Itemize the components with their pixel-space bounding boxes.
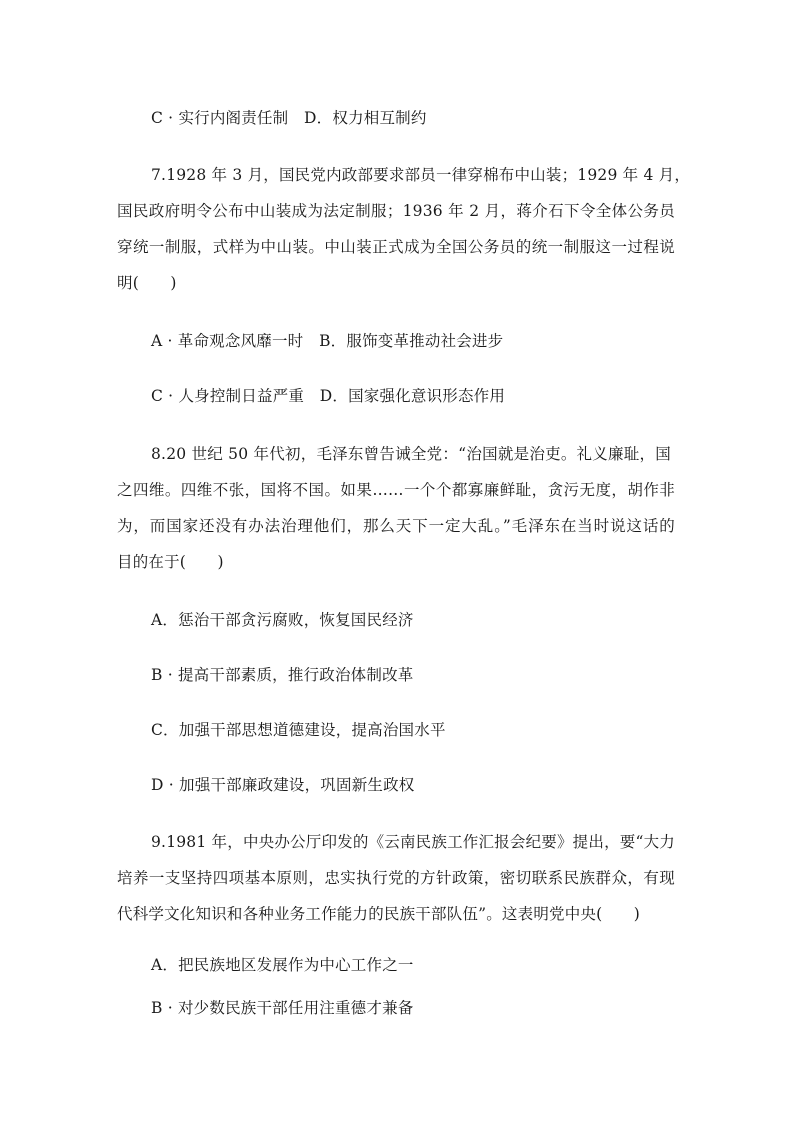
q7-stem-line-1: 7.1928 年 3 月，国民党内政部要求部员一律穿棉布中山装；1929 年 4 月，: [151, 166, 691, 184]
q9-option-a: A．把民族地区发展作为中心工作之一: [151, 956, 414, 974]
q7-option-cd: C · 人身控制日益严重 D．国家强化意识形态作用: [151, 387, 506, 405]
q9-option-b: B · 对少数民族干部任用注重德才兼备: [151, 999, 414, 1017]
q7-option-ab: A · 革命观念风靡一时 B．服饰变革推动社会进步: [151, 332, 504, 350]
q9-stem-line-1: 9.1981 年，中央办公厅印发的《云南民族工作汇报会纪要》提出，要“大力: [151, 833, 675, 851]
q9-stem-line-3: 代科学文化知识和各种业务工作能力的民族干部队伍”。这表明党中央( ): [117, 905, 641, 923]
q8-option-b: B · 提高干部素质，推行政治体制改革: [151, 666, 414, 684]
q8-stem-line-4: 目的在于( ): [117, 553, 224, 571]
q7-stem-line-4: 明( ): [117, 274, 177, 292]
q8-stem-line-3: 为，而国家还没有办法治理他们，那么天下一定大乱。”毛泽东在当时说这话的: [117, 517, 675, 535]
q8-stem-line-2: 之四维。四维不张，国将不国。如果……一个个都寡廉鲜耻，贪污无度，胡作非: [117, 481, 675, 499]
q6-option-cd: C · 实行内阁责任制 D．权力相互制约: [151, 109, 427, 127]
q8-stem-line-1: 8.20 世纪 50 年代初，毛泽东曾告诫全党：“治国就是治吏。礼义廉耻，国: [151, 445, 671, 463]
q7-stem-line-3: 穿统一制服，式样为中山装。中山装正式成为全国公务员的统一制服这一过程说: [117, 238, 675, 256]
q8-option-d: D · 加强干部廉政建设，巩固新生政权: [151, 776, 415, 794]
q8-option-c: C．加强干部思想道德建设，提高治国水平: [151, 721, 446, 739]
q7-stem-line-2: 国民政府明令公布中山装成为法定制服；1936 年 2 月，蒋介石下令全体公务员: [117, 202, 675, 220]
q9-stem-line-2: 培养一支坚持四项基本原则，忠实执行党的方针政策，密切联系民族群众，有现: [117, 869, 675, 887]
q8-option-a: A．惩治干部贪污腐败，恢复国民经济: [151, 611, 414, 629]
